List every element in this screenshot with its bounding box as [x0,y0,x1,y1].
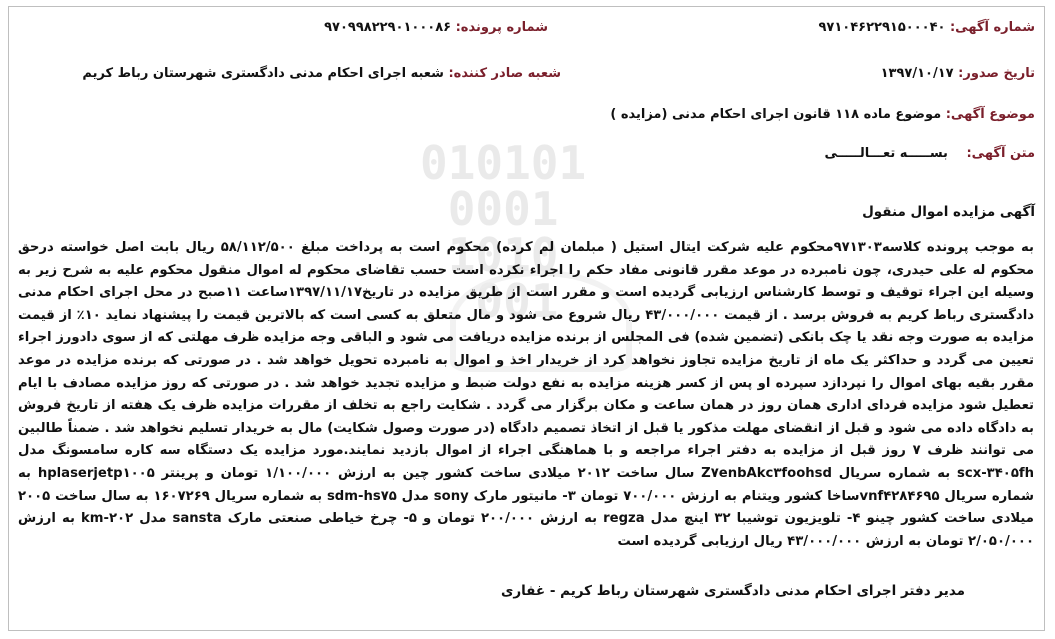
issuer-row [82,66,561,81]
issue-date: ۱۳۹۷/۱۰/۱۷ [880,66,954,81]
issue-date-row [881,66,1035,81]
opening-phrase: بســـــه تعـــالـــــی [824,146,948,161]
notice-title: آگهی مزایده اموال منقول [862,204,1035,220]
watermark-graphic: 010101 0001 1010 001 [420,136,587,328]
text-label: متن آگهی: [966,146,1035,161]
ad-number-row [819,20,1036,35]
signature: مدیر دفتر اجرای احکام مدنی دادگستری شهرستان رباط کریم - غفاری [500,583,965,599]
subject: موضوع ماده ۱۱۸ قانون اجرای احکام مدنی (مزایده ) [610,107,942,122]
issuer-label: شعبه صادر کننده: [448,66,561,81]
issue-date-label: تاریخ صدور: [958,66,1035,81]
case-number-row [324,20,548,35]
ad-number-label: شماره آگهی: [949,20,1035,35]
ad-number: ۹۷۱۰۴۶۲۲۹۱۵۰۰۰۴۰ [818,20,946,35]
issuer: شعبه اجرای احکام مدنی دادگستری شهرستان رباط کریم [82,66,444,81]
case-number: ۹۷۰۹۹۸۲۲۹۰۱۰۰۰۸۶ [324,20,452,35]
case-number-label: شماره پرونده: [455,20,548,35]
subject-label: موضوع آگهی: [945,107,1035,122]
subject-row [610,107,1035,122]
text-row [825,146,1035,161]
notice-body: به موجب پرونده کلاسه۹۷۱۳۰۳محکوم علیه شرکت ایتال استیل ( مبلمان لم کرده) محکوم است به پرداخت مبلغ ۵۸/۱۱۲/۵۰۰ ریال بابت اصل خواسته درحق محکوم له علی حیدری، چون نامبرده در موعد مقرر قانونی مفاد حکم را اجراء نکرده است حسب تقاضای محکوم له اموال منقول محکوم علیه به شرح زیر به وسیله این اجراء توقیف و توسط کارشناس ارزیابی گردیده است و مقرر است از طریق مزایده در تاریخ۱۳۹۷/۱۱/۱۷ساعت ۱۱صبح در محل اجرای احکام مدنی دادگستری رباط کریم به فروش برسد . از قیمت ۴۳/۰۰۰/۰۰۰ ریال شروع می شود و مال متعلق به کسی است که بالاترین قیمت را پیشنهاد نماید ۱۰٪ از قیمت مزایده به صورت وجه نقد یا چک بانکی (تضمین شده) فی المجلس از برنده مزایده دریافت می شود و الباقی وجه مزایده ظرف مهلتی که از سوی دادورز اجراء تعیین می گردد و حداکثر یک ماه از تاریخ مزایده تجاوز نخواهد کرد از خریدار اخذ و اموال به نامبرده تحویل خواهد شد . در صورتی که برنده مزایده در موعد مقرر بقیه بهای اموال را نپردازد سپرده او پس از کسر هزینه مزایده به نفع دولت ضبط و مزایده تجدید خواهد شد . در صورتی که روز مزایده مصادف با ایام تعطیل شود مزایده فردای اداری همان روز در همان ساعت و مکان برگزار می گردد . شکایت راجع به تخلف از مقررات مزایده ظرف یک هفته از تاریخ فروش به دادگاه داده می شود و قبل از انقضای مهلت مذکور یا قبل از اتخاذ تصمیم دادگاه (در صورت وصول شکایت) مال به خریدار تسلیم نخواهد شد . ضمناً طالبین می توانند ظرف ۷ روز قبل از مزایده به دفتر اجراء مراجعه و با هماهنگی اجراء از اموال بازدید نمایند.مورد مزایده یک دستگاه سه کاره سامسونگ مدل scx-۳۴۰۵fh به شماره سریال Z۷enbAkc۳foohsd سال ساخت ۲۰۱۲ میلادی ساخت کشور چین به ارزش ۱/۱۰۰/۰۰۰ تومان و پرینتر hplaserjetp۱۰۰۵ به شماره سریال vnf۴۲۸۴۶۹۵ساخا کشور ویتنام به ارزش ۷۰۰/۰۰۰ تومان ۳- مانیتور مارک sony مدل sdm-hs۷۵ به شماره سریال ۱۶۰۷۲۶۹ به سال ساخت ۲۰۰۵ میلادی ساخت کشور چینو ۴- تلویزیون توشیبا ۳۲ اینچ مدل regza به ارزش ۲۰۰/۰۰۰ تومان و ۵- چرخ خیاطی صنعتی مارک sansta مدل km-۲۰۲ به ارزش ۲/۰۵۰/۰۰۰ تومان به ارزش ۴۳/۰۰۰/۰۰۰ ریال ارزیابی گردیده است [18,240,1035,549]
